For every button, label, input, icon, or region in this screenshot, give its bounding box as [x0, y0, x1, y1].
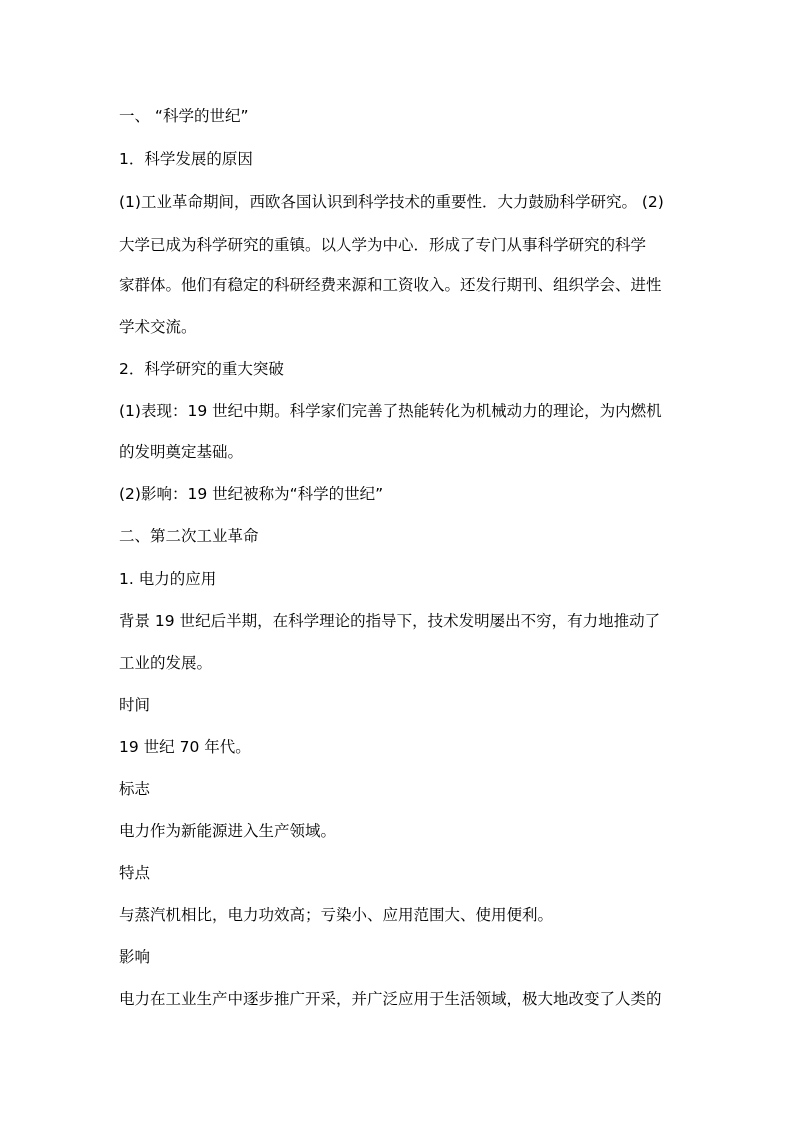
- subheading-1: 1．科学发展的原因: [119, 150, 253, 168]
- section-heading-2: 二、第二次工业革命: [119, 527, 259, 545]
- paragraph-line: (1)表现：19 世纪中期。科学家们完善了热能转化为机械动力的理论，为内燃机: [119, 402, 662, 420]
- paragraph-line: 家群体。他们有稳定的科研经费来源和工资收入。还发行期刊、组织学会、进性: [119, 276, 662, 294]
- paragraph-line: 电力在工业生产中逐步推广开采，并广泛应用于生活领域，极大地改变了人类的: [119, 990, 662, 1008]
- label-impact: 影响: [119, 948, 151, 966]
- paragraph-line: 19 世纪 70 年代。: [119, 738, 251, 756]
- paragraph-line: 背景 19 世纪后半期，在科学理论的指导下，技术发明屡出不穷，有力地推动了: [119, 612, 661, 630]
- label-symbol: 标志: [119, 780, 151, 798]
- subheading-2: 2．科学研究的重大突破: [119, 360, 284, 378]
- paragraph-line: (2)影响：19 世纪被称为“科学的世纪”: [119, 485, 384, 503]
- paragraph-line: 的发明奠定基础。: [119, 443, 244, 461]
- label-feature: 特点: [119, 864, 151, 882]
- paragraph-line: (1)工业革命期间，西欧各国认识到科学技术的重要性．大力鼓励科学研究。 (2): [119, 193, 664, 211]
- paragraph-line: 大学已成为科学研究的重镇。以人学为中心．形成了专门从事科学研究的科学: [119, 236, 647, 254]
- section-heading-1: 一、 “科学的世纪”: [119, 107, 249, 125]
- paragraph-line: 学术交流。: [119, 318, 197, 336]
- subheading-3: 1. 电力的应用: [119, 570, 217, 588]
- paragraph-line: 与蒸汽机相比，电力功效高；亏染小、应用范围大、使用便利。: [119, 906, 554, 924]
- label-time: 时间: [119, 696, 151, 714]
- paragraph-line: 工业的发展。: [119, 654, 213, 672]
- paragraph-line: 电力作为新能源进入生产领域。: [119, 822, 337, 840]
